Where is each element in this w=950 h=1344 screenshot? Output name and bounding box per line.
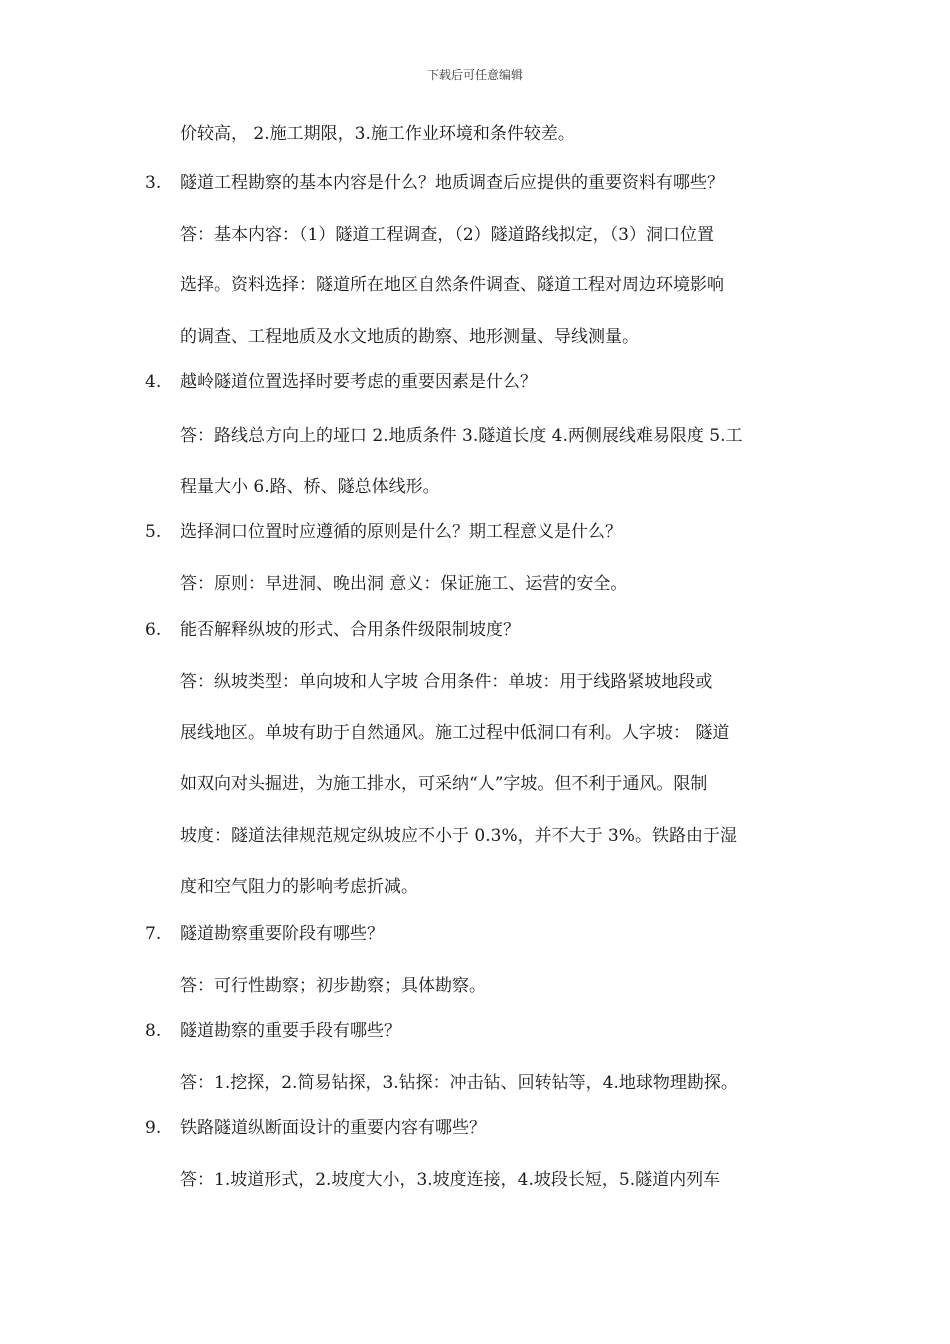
question-number: 9. xyxy=(145,1118,162,1138)
question-number: 8. xyxy=(145,1021,162,1041)
question-number: 3. xyxy=(145,173,162,193)
question-text: 隧道勘察的重要手段有哪些？ xyxy=(180,1021,401,1041)
answer-line: 的调查、工程地质及水文地质的勘察、地形测量、导线测量。 xyxy=(180,327,639,347)
answer-line: 答：原则：早进洞、晚出洞 意义：保证施工、运营的安全。 xyxy=(180,574,628,594)
answer-line: 展线地区。单坡有助于自然通风。施工过程中低洞口有利。人字坡： 隧道 xyxy=(180,723,730,743)
answer-line: 程量大小 6.路、桥、隧总体线形。 xyxy=(180,477,440,497)
question-text: 铁路隧道纵断面设计的重要内容有哪些？ xyxy=(180,1118,486,1138)
question-text: 隧道勘察重要阶段有哪些？ xyxy=(180,924,384,944)
answer-line: 如双向对头掘进，为施工排水，可采纳“人”字坡。但不利于通风。限制 xyxy=(180,774,708,794)
answer-line: 答：基本内容：（1）隧道工程调查，（2）隧道路线拟定，（3）洞口位置 xyxy=(180,225,714,245)
question-text: 隧道工程勘察的基本内容是什么？地质调查后应提供的重要资料有哪些？ xyxy=(180,173,724,193)
question-number: 6. xyxy=(145,620,162,640)
answer-line: 答：1.挖探，2.简易钻探，3.钻探：冲击钻、回转钻等，4.地球物理勘探。 xyxy=(180,1073,738,1093)
question-number: 7. xyxy=(145,924,162,944)
answer-line: 答：路线总方向上的垭口 2.地质条件 3.隧道长度 4.两侧展线难易限度 5.工 xyxy=(180,426,743,446)
answer-line: 价较高， 2.施工期限，3.施工作业环境和条件较差。 xyxy=(180,124,575,144)
question-text: 能否解释纵坡的形式、合用条件级限制坡度？ xyxy=(180,620,520,640)
answer-line: 度和空气阻力的影响考虑折减。 xyxy=(180,877,418,897)
answer-line: 选择。资料选择：隧道所在地区自然条件调查、隧道工程对周边环境影响 xyxy=(180,275,724,295)
answer-line: 答：可行性勘察；初步勘察；具体勘察。 xyxy=(180,976,486,996)
answer-line: 坡度：隧道法律规范规定纵坡应不小于 0.3%，并不大于 3%。铁路由于湿 xyxy=(180,826,737,846)
answer-line: 答：纵坡类型：单向坡和人字坡 合用条件：单坡：用于线路紧坡地段或 xyxy=(180,672,713,692)
answer-line: 答：1.坡道形式，2.坡度大小，3.坡度连接，4.坡段长短，5.隧道内列车 xyxy=(180,1170,721,1190)
question-text: 选择洞口位置时应遵循的原则是什么？期工程意义是什么？ xyxy=(180,522,622,542)
question-text: 越岭隧道位置选择时要考虑的重要因素是什么？ xyxy=(180,372,537,392)
page-header: 下载后可任意编辑 xyxy=(426,68,523,82)
question-number: 5. xyxy=(145,522,162,542)
question-number: 4. xyxy=(145,372,162,392)
